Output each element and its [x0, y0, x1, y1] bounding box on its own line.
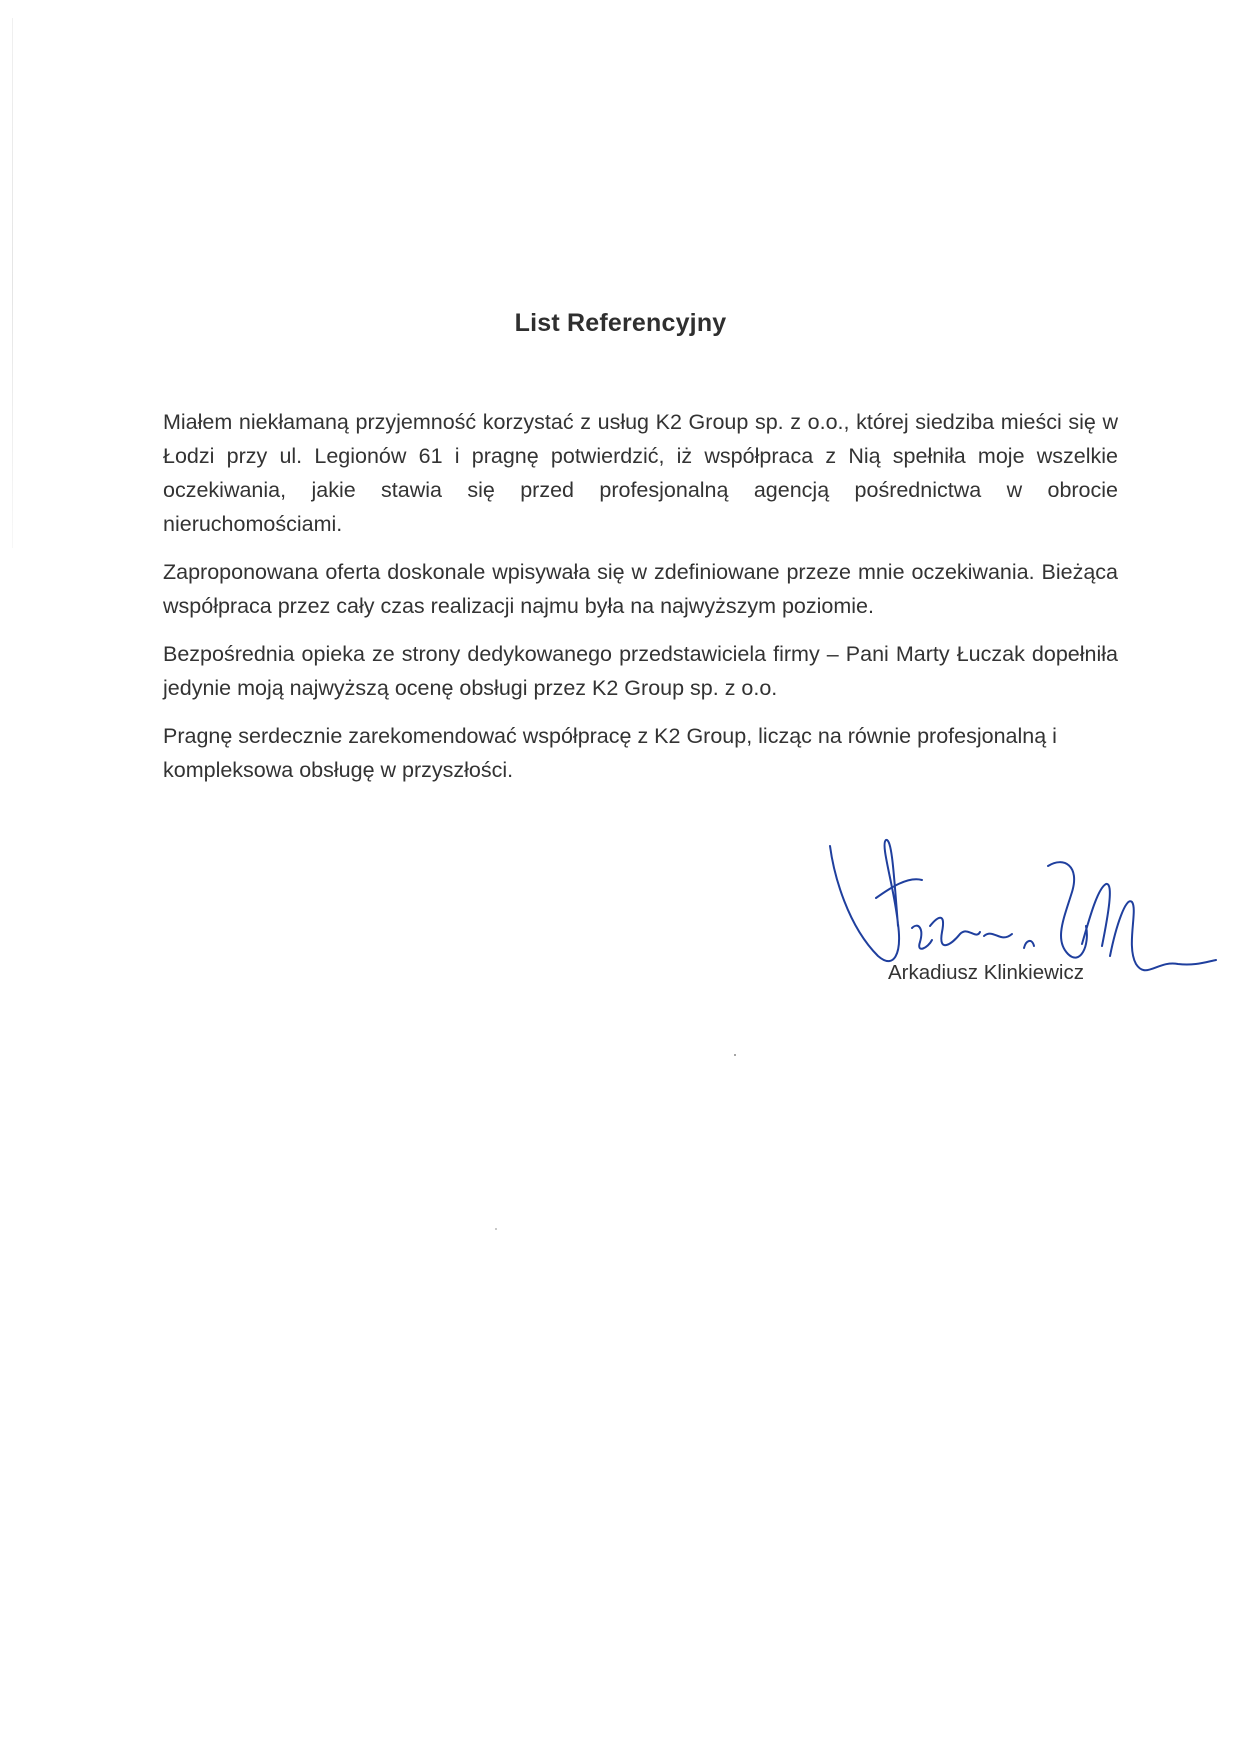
handwritten-signature [828, 836, 1218, 981]
paragraph-4: Pragnę serdecznie zarekomendować współpracę z K2 Group, licząc na równie profesjonalną i kompleksowa obsługę w przyszłości. [163, 724, 1057, 782]
paragraph-3: Bezpośrednia opieka ze strony dedykowanego przedstawiciela firmy – Pani Marty Łuczak dopełniła jedynie moją najwyższą ocenę obsługi przez K2 Group sp. z o.o. [163, 642, 1118, 700]
signer-name: Arkadiusz Klinkiewicz [888, 961, 1084, 984]
paragraph-2: Zaproponowana oferta doskonale wpisywała się w zdefiniowane przeze mnie oczekiwania. Bieżąca współpraca przez cały czas realizacji najmu była na najwyższym poziomie. [163, 560, 1118, 618]
scan-speck [495, 1228, 497, 1230]
document-title: List Referencyjny [514, 309, 727, 337]
scan-speck [734, 1054, 736, 1056]
letter-body [163, 405, 1118, 801]
paragraph-1: Miałem niekłamaną przyjemność korzystać z usług K2 Group sp. z o.o., której siedziba mieści się w Łodzi przy ul. Legionów 61 i pragnę potwierdzić, iż współpraca z Nią spełniła moje wszelkie oczekiwania, jakie stawia się przed profesjonalną agencją pośrednictwa w obrocie nieruchomościami. [163, 410, 1118, 536]
scan-edge-shadow [12, 18, 13, 548]
